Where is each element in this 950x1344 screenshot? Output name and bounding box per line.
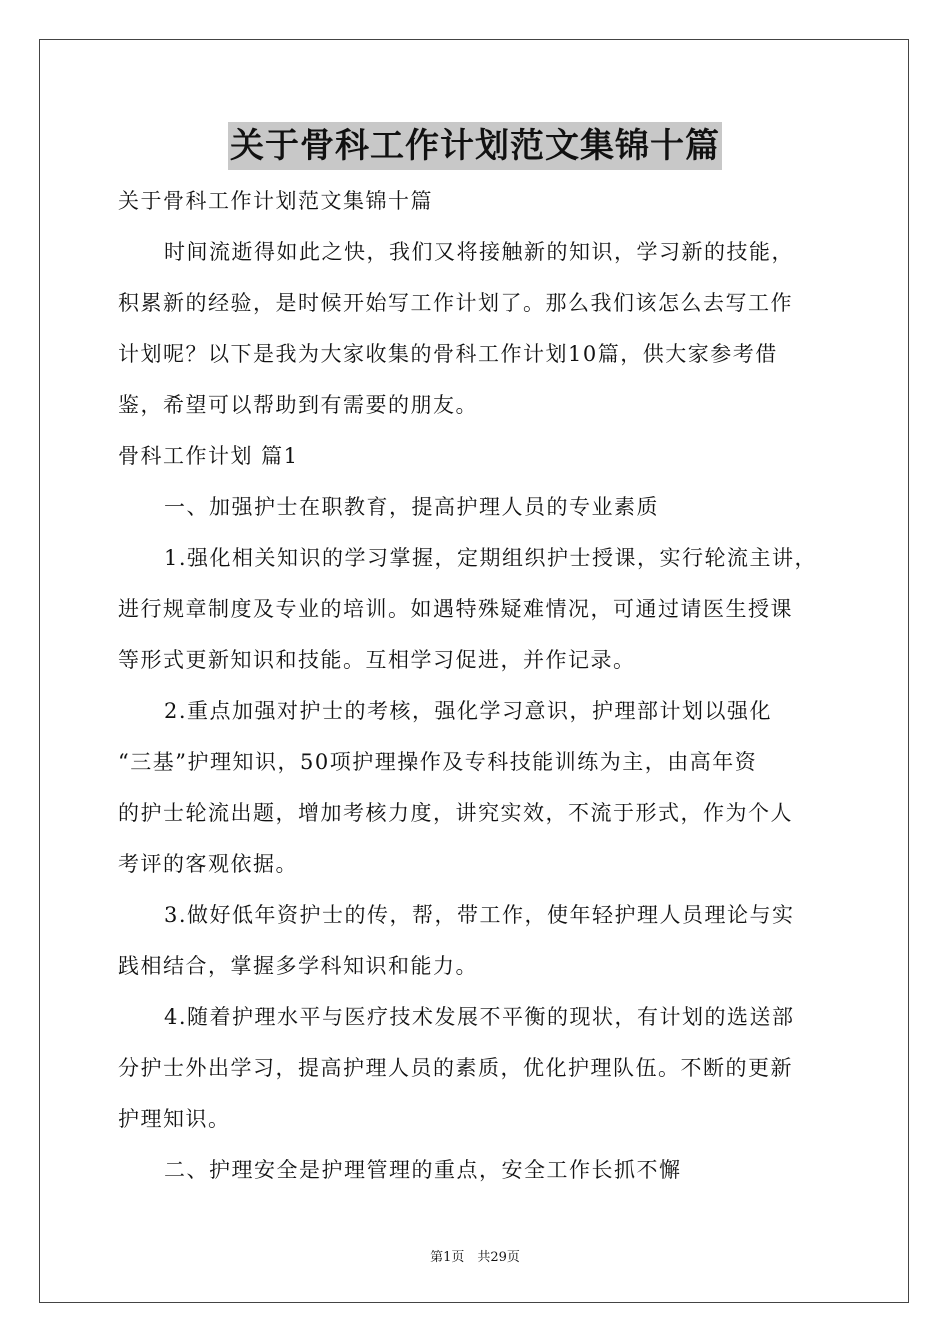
page-footer: 第1页 共29页	[430, 1250, 520, 1265]
paragraph-line: 护理知识。	[118, 1107, 231, 1131]
paragraph-line: 的护士轮流出题，增加考核力度，讲究实效，不流于形式，作为个人	[118, 801, 793, 825]
paragraph-line: 积累新的经验，是时候开始写工作计划了。那么我们该怎么去写工作	[118, 291, 793, 315]
paragraph-line: “三基”护理知识，50项护理操作及专科技能训练为主，由高年资	[118, 750, 758, 774]
paragraph-line: 进行规章制度及专业的培训。如遇特殊疑难情况，可通过请医生授课	[118, 597, 793, 621]
title-wrap	[0, 122, 950, 170]
paragraph-line: 考评的客观依据。	[118, 852, 298, 876]
paragraph-line: 时间流逝得如此之快，我们又将接触新的知识，学习新的技能，	[164, 240, 794, 264]
paragraph-line: 二、护理安全是护理管理的重点，安全工作长抓不懈	[164, 1158, 682, 1182]
paragraph-line: 一、加强护士在职教育，提高护理人员的专业素质	[164, 495, 659, 519]
paragraph-line: 骨科工作计划 篇1	[118, 444, 299, 468]
document-body	[118, 176, 833, 1196]
document-title: 关于骨科工作计划范文集锦十篇	[228, 122, 722, 170]
paragraph-line: 4.随着护理水平与医疗技术发展不平衡的现状，有计划的选送部	[164, 1005, 795, 1029]
paragraph-line: 践相结合，掌握多学科知识和能力。	[118, 954, 478, 978]
paragraph-line: 等形式更新知识和技能。互相学习促进，并作记录。	[118, 648, 636, 672]
paragraph-line: 关于骨科工作计划范文集锦十篇	[118, 189, 433, 213]
paragraph-line: 鉴，希望可以帮助到有需要的朋友。	[118, 393, 478, 417]
paragraph-line: 2.重点加强对护士的考核，强化学习意识，护理部计划以强化	[164, 699, 773, 723]
paragraph-line: 分护士外出学习，提高护理人员的素质，优化护理队伍。不断的更新	[118, 1056, 793, 1080]
paragraph-line: 1.强化相关知识的学习掌握，定期组织护士授课，实行轮流主讲，	[164, 546, 818, 570]
paragraph-line: 3.做好低年资护士的传，帮，带工作，使年轻护理人员理论与实	[164, 903, 795, 927]
paragraph-line: 计划呢？以下是我为大家收集的骨科工作计划10篇，供大家参考借	[118, 342, 778, 366]
